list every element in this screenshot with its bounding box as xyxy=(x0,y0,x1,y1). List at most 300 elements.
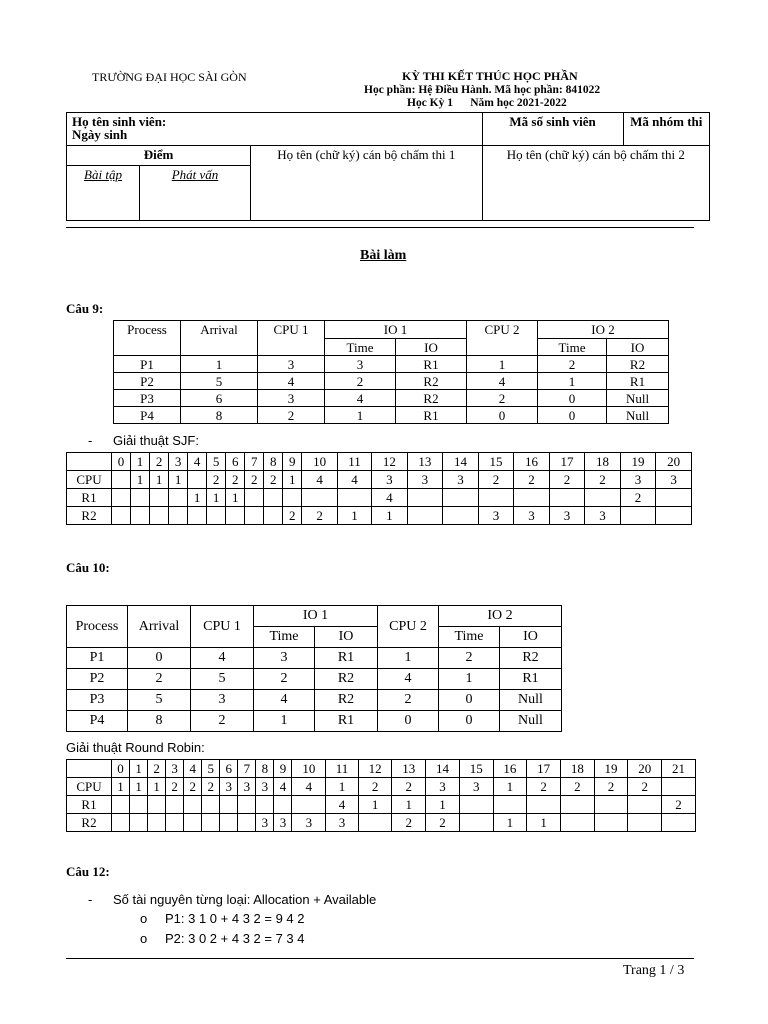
q10-gantt-cell: 2 xyxy=(358,778,392,796)
q10-gantt-cell: 1 xyxy=(326,778,359,796)
q9-gantt-cell xyxy=(302,489,338,507)
q9-gantt-cell xyxy=(585,489,621,507)
q9-row xyxy=(114,390,669,407)
school-name: TRƯỜNG ĐẠI HỌC SÀI GÒN xyxy=(92,70,247,84)
q9-cell: 3 xyxy=(258,390,325,407)
q9-gantt-cell xyxy=(620,507,656,525)
q10-gantt-tick: 10 xyxy=(292,760,326,778)
q10-gantt-tick: 7 xyxy=(238,760,256,778)
q10-cell: R2 xyxy=(500,648,562,669)
q9-gantt-cell: 2 xyxy=(207,471,226,489)
q10-gantt-tick: 1 xyxy=(130,760,148,778)
q9-cell: 2 xyxy=(325,373,396,390)
q9-gantt-cell: 2 xyxy=(620,489,656,507)
q10-gantt-cell: 3 xyxy=(256,814,274,832)
q10-cell: 0 xyxy=(128,648,191,669)
q10-gantt-tick: 15 xyxy=(459,760,493,778)
q9-gantt-cell: 1 xyxy=(226,489,245,507)
grader1-label: Họ tên (chữ ký) cán bộ chấm thi 1 xyxy=(251,146,483,221)
q10-gantt-cell xyxy=(292,796,326,814)
q10-gantt-cell xyxy=(493,796,527,814)
q10-cell: 1 xyxy=(439,669,500,690)
q10-cell: 2 xyxy=(439,648,500,669)
q9-cell: 3 xyxy=(325,356,396,373)
q9-cell: R1 xyxy=(607,373,669,390)
q10-gantt-cell xyxy=(166,796,184,814)
q9-row xyxy=(114,356,669,373)
q10-gantt-cell: 2 xyxy=(560,778,594,796)
q9-gantt-cell xyxy=(188,507,207,525)
q10-gantt-cell xyxy=(662,778,696,796)
q10-cell: 3 xyxy=(254,648,315,669)
q9-gantt-tick: 7 xyxy=(245,453,264,471)
q9-gantt-cell xyxy=(245,507,264,525)
q9-gantt-cell: 1 xyxy=(207,489,226,507)
q9-gantt-cell: 2 xyxy=(226,471,245,489)
q10-gantt-cell: 1 xyxy=(112,778,130,796)
q9-gantt-tick: 15 xyxy=(478,453,514,471)
q10-gantt-tick-row xyxy=(67,760,696,778)
q10-gantt-tick: 2 xyxy=(148,760,166,778)
q9-header-cpu1: CPU 1 xyxy=(258,321,325,356)
q10-gantt-cell xyxy=(238,814,256,832)
q10-cell: 2 xyxy=(191,711,254,732)
dob-label: Ngày sinh xyxy=(72,127,128,142)
q9-header-io2-io: IO xyxy=(607,339,669,356)
q9-gantt-cell xyxy=(407,489,443,507)
q10-gantt-row-label: R2 xyxy=(67,814,112,832)
q10-gantt-tick: 13 xyxy=(392,760,426,778)
q9-gantt-cell xyxy=(150,489,169,507)
q9-gantt-cell: 2 xyxy=(283,507,302,525)
q10-gantt-cell xyxy=(184,814,202,832)
q9-gantt-tick: 6 xyxy=(226,453,245,471)
q9-cell: 1 xyxy=(181,356,258,373)
q9-gantt-cell xyxy=(131,489,150,507)
q10-header-io1: IO 1 xyxy=(254,606,378,627)
q9-gantt-cell xyxy=(443,507,479,525)
q10-cell: 4 xyxy=(254,690,315,711)
q9-gantt-cell: 2 xyxy=(302,507,338,525)
q9-cell: 4 xyxy=(467,373,538,390)
q9-gantt-cell: 1 xyxy=(337,507,371,525)
q10-gantt-tick: 6 xyxy=(220,760,238,778)
q9-gantt-cell: 3 xyxy=(407,471,443,489)
page-number: Trang 1 / 3 xyxy=(623,963,685,978)
q10-gantt-cell: 1 xyxy=(130,778,148,796)
q10-gantt-tick: 11 xyxy=(326,760,359,778)
grader2-label: Họ tên (chữ ký) cán bộ chấm thi 2 xyxy=(482,146,709,221)
q10-gantt-cell xyxy=(594,796,628,814)
q9-gantt-cell: 2 xyxy=(585,471,621,489)
q10-gantt-cell: 2 xyxy=(202,778,220,796)
q9-header-io1: IO 1 xyxy=(325,321,467,339)
q10-gantt-cell xyxy=(594,814,628,832)
q10-row xyxy=(67,711,562,732)
q10-header-cpu1: CPU 1 xyxy=(191,606,254,648)
q10-header-io1-io: IO xyxy=(315,627,378,648)
q9-cell: 0 xyxy=(538,390,607,407)
q9-gantt-tick: 4 xyxy=(188,453,207,471)
q9-gantt-tick: 0 xyxy=(112,453,131,471)
q10-gantt-cell: 2 xyxy=(392,778,426,796)
q9-gantt-cell: 3 xyxy=(443,471,479,489)
q10-cell: R1 xyxy=(500,669,562,690)
q9-gantt-cell xyxy=(656,489,692,507)
q9-gantt-table xyxy=(66,452,692,525)
q10-cell: P3 xyxy=(67,690,128,711)
q10-gantt-cell: 2 xyxy=(426,814,460,832)
q9-gantt-cell xyxy=(226,507,245,525)
q10-cell: R2 xyxy=(315,669,378,690)
q9-row xyxy=(114,373,669,390)
q10-gantt-tick: 21 xyxy=(662,760,696,778)
q10-gantt-cell xyxy=(459,796,493,814)
q10-gantt-cell: 2 xyxy=(628,778,662,796)
q10-header-process: Process xyxy=(67,606,128,648)
q9-gantt-cell: 2 xyxy=(264,471,283,489)
q9-gantt-tick: 8 xyxy=(264,453,283,471)
q9-gantt-cell xyxy=(112,471,131,489)
q10-cell: R2 xyxy=(315,690,378,711)
q10-gantt-row-label: R1 xyxy=(67,796,112,814)
q9-gantt-cell xyxy=(264,507,283,525)
q10-cell: 8 xyxy=(128,711,191,732)
q12-item-2: P2: 3 0 2 + 4 3 2 = 7 3 4 xyxy=(165,931,305,946)
q10-cell: P4 xyxy=(67,711,128,732)
q10-gantt-cell xyxy=(662,814,696,832)
q10-gantt-cell xyxy=(112,796,130,814)
q10-gantt-cell xyxy=(202,814,220,832)
q9-gantt-cell: 3 xyxy=(585,507,621,525)
q9-gantt-row-label: CPU xyxy=(67,471,112,489)
q9-cell: 1 xyxy=(538,373,607,390)
q9-gantt-cell xyxy=(188,471,207,489)
q9-cell: 4 xyxy=(325,390,396,407)
q10-gantt-tick: 16 xyxy=(493,760,527,778)
q10-gantt-cell: 1 xyxy=(392,796,426,814)
q10-header-io2-time: Time xyxy=(439,627,500,648)
q9-gantt-tick: 9 xyxy=(283,453,302,471)
q9-gantt-tick: 20 xyxy=(656,453,692,471)
student-id-label: Mã số sinh viên xyxy=(482,113,623,146)
q10-gantt-tick: 19 xyxy=(594,760,628,778)
q10-gantt-corner xyxy=(67,760,112,778)
q10-gantt-tick: 12 xyxy=(358,760,392,778)
q10-gantt-row xyxy=(67,814,696,832)
q9-gantt-cell xyxy=(112,507,131,525)
q10-gantt-cell: 4 xyxy=(274,778,292,796)
q10-gantt-cell: 3 xyxy=(274,814,292,832)
q9-cell: 2 xyxy=(538,356,607,373)
q9-gantt-tick: 19 xyxy=(620,453,656,471)
q9-gantt-cell: 4 xyxy=(337,471,371,489)
q10-gantt-cell xyxy=(184,796,202,814)
q9-gantt-cell: 3 xyxy=(372,471,408,489)
q9-gantt-cell xyxy=(549,489,585,507)
q9-cell: R2 xyxy=(607,356,669,373)
q9-cell: 0 xyxy=(467,407,538,424)
q10-gantt-cell: 2 xyxy=(662,796,696,814)
q10-gantt-cell: 2 xyxy=(166,778,184,796)
q9-gantt-cell: 3 xyxy=(514,507,550,525)
q9-gantt-cell: 1 xyxy=(169,471,188,489)
q9-gantt-cell: 4 xyxy=(372,489,408,507)
q10-cell: R1 xyxy=(315,711,378,732)
q10-gantt-row xyxy=(67,778,696,796)
q10-gantt-cell xyxy=(527,796,561,814)
q9-header-io1-time: Time xyxy=(325,339,396,356)
student-name-cell xyxy=(67,113,483,146)
q10-gantt-cell: 2 xyxy=(527,778,561,796)
q10-gantt-cell xyxy=(130,796,148,814)
q9-gantt-cell xyxy=(283,489,302,507)
q12-item-1-marker: o xyxy=(140,911,148,926)
q9-gantt-cell: 3 xyxy=(478,507,514,525)
q9-cell: 1 xyxy=(467,356,538,373)
q10-gantt-cell xyxy=(628,796,662,814)
q10-gantt-cell: 2 xyxy=(184,778,202,796)
q9-gantt-tick: 16 xyxy=(514,453,550,471)
q10-cell: 3 xyxy=(191,690,254,711)
q10-row xyxy=(67,648,562,669)
q9-cell: R1 xyxy=(396,407,467,424)
q9-gantt-cell: 2 xyxy=(245,471,264,489)
q9-cell: 0 xyxy=(538,407,607,424)
q10-gantt-cell: 4 xyxy=(326,796,359,814)
q9-gantt-row-label: R2 xyxy=(67,507,112,525)
exam-title: KỲ THI KẾT THÚC HỌC PHẦN xyxy=(402,69,578,83)
q9-header-io1-io: IO xyxy=(396,339,467,356)
q9-gantt-tick: 3 xyxy=(169,453,188,471)
q9-gantt-cell xyxy=(478,489,514,507)
q10-cell: Null xyxy=(500,711,562,732)
q10-gantt-tick: 3 xyxy=(166,760,184,778)
q9-cell: 6 xyxy=(181,390,258,407)
section-title: Bài làm xyxy=(360,248,407,263)
q10-gantt-tick: 20 xyxy=(628,760,662,778)
q9-cell: 1 xyxy=(325,407,396,424)
q9-cell: R1 xyxy=(396,356,467,373)
q9-gantt-cell xyxy=(443,489,479,507)
course-line: Học phần: Hệ Điều Hành. Mã học phần: 841022 xyxy=(364,84,601,96)
q10-header-io1-time: Time xyxy=(254,627,315,648)
q10-header-io2: IO 2 xyxy=(439,606,562,627)
q9-gantt-cell xyxy=(112,489,131,507)
q10-gantt-tick: 9 xyxy=(274,760,292,778)
q9-gantt-tick: 18 xyxy=(585,453,621,471)
q9-gantt-tick: 13 xyxy=(407,453,443,471)
q10-gantt-cell xyxy=(112,814,130,832)
q9-gantt-tick: 14 xyxy=(443,453,479,471)
q10-cell: P2 xyxy=(67,669,128,690)
q9-gantt-tick: 11 xyxy=(337,453,371,471)
q10-gantt-cell: 3 xyxy=(256,778,274,796)
q9-gantt-cell: 3 xyxy=(656,471,692,489)
q10-gantt-cell: 1 xyxy=(148,778,166,796)
student-info-box xyxy=(66,112,710,221)
q9-cell: P4 xyxy=(114,407,181,424)
q9-gantt-tick: 12 xyxy=(372,453,408,471)
q10-row xyxy=(67,690,562,711)
q10-gantt-cell xyxy=(130,814,148,832)
q10-cell: 4 xyxy=(378,669,439,690)
q10-gantt-cell: 3 xyxy=(459,778,493,796)
q10-gantt-cell xyxy=(148,814,166,832)
q10-gantt-cell: 4 xyxy=(292,778,326,796)
q9-cell: R2 xyxy=(396,373,467,390)
q10-gantt-cell xyxy=(202,796,220,814)
q9-gantt-corner xyxy=(67,453,112,471)
q10-cell: 0 xyxy=(439,711,500,732)
q9-header-io2: IO 2 xyxy=(538,321,669,339)
q10-gantt-cell xyxy=(148,796,166,814)
q10-gantt-row xyxy=(67,796,696,814)
q9-gantt-cell: 1 xyxy=(131,471,150,489)
q9-gantt-cell: 2 xyxy=(478,471,514,489)
q10-gantt-cell xyxy=(358,814,392,832)
q10-header-cpu2: CPU 2 xyxy=(378,606,439,648)
q9-cell: R2 xyxy=(396,390,467,407)
q10-cell: 1 xyxy=(378,648,439,669)
q9-gantt-cell: 1 xyxy=(283,471,302,489)
q9-cell: P2 xyxy=(114,373,181,390)
q9-cell: 5 xyxy=(181,373,258,390)
q9-gantt-tick: 2 xyxy=(150,453,169,471)
q10-header-arrival: Arrival xyxy=(128,606,191,648)
q9-bullet: - xyxy=(88,433,93,448)
q9-gantt-cell: 1 xyxy=(150,471,169,489)
q10-gantt-cell: 3 xyxy=(426,778,460,796)
q10-gantt-cell: 3 xyxy=(292,814,326,832)
student-name-label: Họ tên sinh viên: xyxy=(72,114,167,129)
q9-cell: 4 xyxy=(258,373,325,390)
group-label: Mã nhóm thi xyxy=(623,113,709,146)
q10-gantt-cell: 2 xyxy=(594,778,628,796)
q9-gantt-cell xyxy=(245,489,264,507)
q9-gantt-cell xyxy=(207,507,226,525)
q9-header-io2-time: Time xyxy=(538,339,607,356)
q10-gantt-cell xyxy=(628,814,662,832)
q9-process-table xyxy=(113,320,669,424)
q9-cell: 8 xyxy=(181,407,258,424)
q12-label: Câu 12: xyxy=(66,864,110,879)
q10-process-table xyxy=(66,605,562,732)
q9-gantt-cell: 1 xyxy=(372,507,408,525)
q9-gantt-row xyxy=(67,489,692,507)
q9-gantt-tick: 1 xyxy=(131,453,150,471)
q9-cell: P3 xyxy=(114,390,181,407)
term-line: Học Kỳ 1 Năm học 2021-2022 xyxy=(407,97,567,109)
q12-text: Số tài nguyên từng loại: Allocation + Available xyxy=(113,892,377,907)
q9-gantt-cell xyxy=(169,507,188,525)
exercise-label: Bài tập xyxy=(67,166,140,221)
q10-row xyxy=(67,669,562,690)
q10-gantt-cell xyxy=(274,796,292,814)
q9-gantt-cell: 2 xyxy=(514,471,550,489)
q10-gantt-cell xyxy=(220,814,238,832)
oral-label: Phát vấn xyxy=(140,166,251,221)
q9-gantt-cell xyxy=(169,489,188,507)
q9-gantt-cell xyxy=(514,489,550,507)
q10-cell: R1 xyxy=(315,648,378,669)
q9-cell: 2 xyxy=(467,390,538,407)
q10-cell: P1 xyxy=(67,648,128,669)
q10-algo-label: Giải thuật Round Robin: xyxy=(66,740,205,755)
q9-header-arrival: Arrival xyxy=(181,321,258,356)
q9-gantt-cell xyxy=(264,489,283,507)
q10-gantt-cell xyxy=(560,814,594,832)
q10-cell: 1 xyxy=(254,711,315,732)
q10-gantt-tick: 4 xyxy=(184,760,202,778)
q10-cell: 5 xyxy=(128,690,191,711)
q12-item-1: P1: 3 1 0 + 4 3 2 = 9 4 2 xyxy=(165,911,305,926)
divider-top xyxy=(66,227,694,228)
q10-gantt-tick: 18 xyxy=(560,760,594,778)
q9-header-process: Process xyxy=(114,321,181,356)
q10-gantt-cell: 1 xyxy=(527,814,561,832)
q10-cell: 2 xyxy=(254,669,315,690)
q9-gantt-cell xyxy=(150,507,169,525)
q9-cell: P1 xyxy=(114,356,181,373)
q9-gantt-tick: 5 xyxy=(207,453,226,471)
q9-gantt-cell xyxy=(131,507,150,525)
q10-gantt-cell: 3 xyxy=(238,778,256,796)
q9-gantt-cell: 3 xyxy=(620,471,656,489)
q10-gantt-row-label: CPU xyxy=(67,778,112,796)
q10-cell: 2 xyxy=(378,690,439,711)
q10-gantt-cell xyxy=(220,796,238,814)
q9-gantt-cell: 3 xyxy=(549,507,585,525)
q10-cell: Null xyxy=(500,690,562,711)
q10-gantt-tick: 17 xyxy=(527,760,561,778)
q10-gantt-cell: 3 xyxy=(326,814,359,832)
q10-gantt-cell: 2 xyxy=(392,814,426,832)
q10-cell: 2 xyxy=(128,669,191,690)
q10-gantt-cell: 1 xyxy=(358,796,392,814)
q10-gantt-cell xyxy=(166,814,184,832)
q9-gantt-row xyxy=(67,471,692,489)
q10-gantt-table xyxy=(66,759,696,832)
q10-cell: 0 xyxy=(439,690,500,711)
q9-label: Câu 9: xyxy=(66,301,104,316)
q10-gantt-cell: 1 xyxy=(493,778,527,796)
q9-gantt-tick: 17 xyxy=(549,453,585,471)
q9-gantt-cell xyxy=(407,507,443,525)
q9-cell: 3 xyxy=(258,356,325,373)
q9-gantt-cell xyxy=(656,507,692,525)
divider-bottom xyxy=(66,958,694,959)
score-label: Điểm xyxy=(67,146,251,166)
q9-algo-label: Giải thuật SJF: xyxy=(113,433,199,448)
q9-gantt-row-label: R1 xyxy=(67,489,112,507)
q10-gantt-cell xyxy=(459,814,493,832)
q9-gantt-cell: 4 xyxy=(302,471,338,489)
q9-gantt-cell: 2 xyxy=(549,471,585,489)
q10-cell: 0 xyxy=(378,711,439,732)
q10-gantt-cell xyxy=(238,796,256,814)
q10-gantt-cell: 1 xyxy=(426,796,460,814)
q10-gantt-cell: 1 xyxy=(493,814,527,832)
q9-gantt-tick: 10 xyxy=(302,453,338,471)
q10-gantt-tick: 5 xyxy=(202,760,220,778)
q10-cell: 5 xyxy=(191,669,254,690)
q10-gantt-tick: 14 xyxy=(426,760,460,778)
q10-gantt-cell xyxy=(560,796,594,814)
q10-gantt-tick: 8 xyxy=(256,760,274,778)
q10-label: Câu 10: xyxy=(66,560,110,575)
q9-header-cpu2: CPU 2 xyxy=(467,321,538,356)
